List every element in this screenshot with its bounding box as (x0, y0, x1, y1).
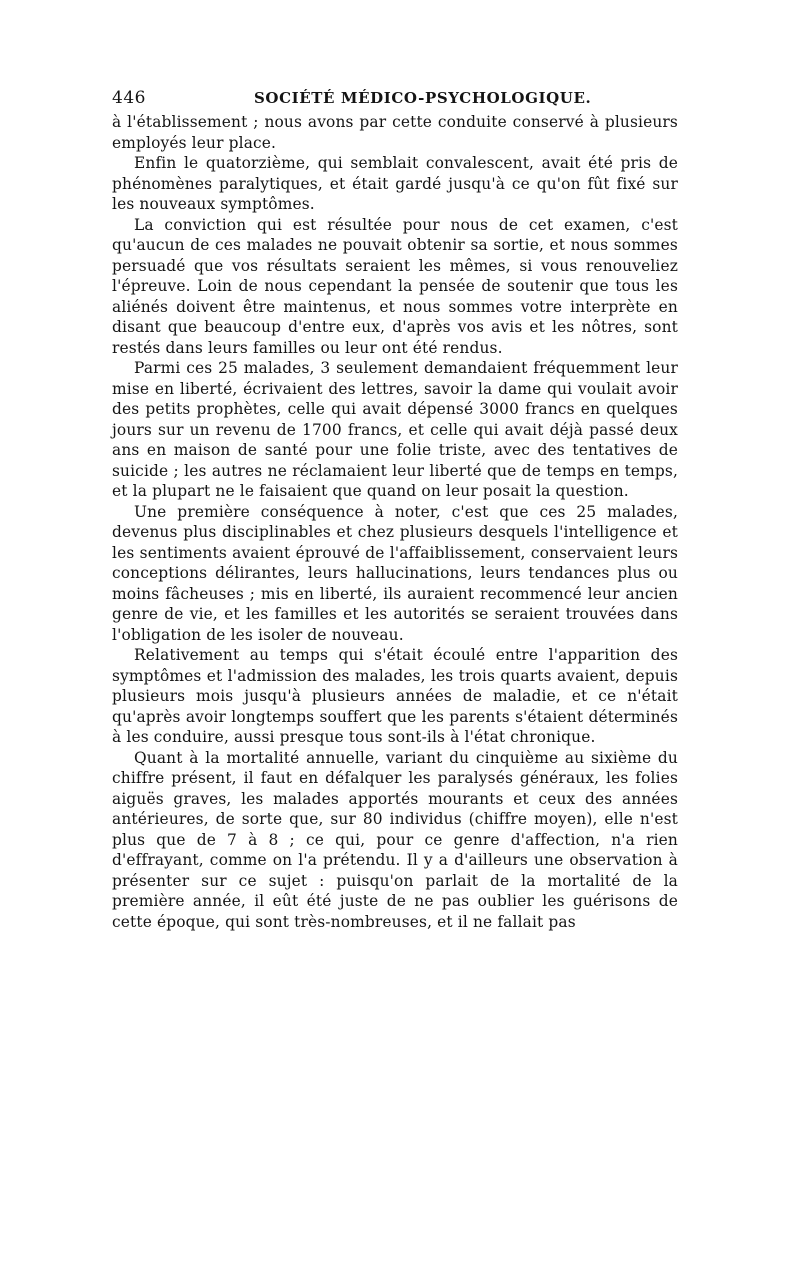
paragraph: La conviction qui est résultée pour nous de cet examen, c'est qu'aucun de ces malades ne pouvait obtenir sa sortie, et nous sommes persuadé que vos résultats seraient les mêmes, si vous renouveliez l'épreuve. Loin de nous cependant la pensée de soutenir que tous les aliénés doivent être maintenus, et nous sommes votre interprète en disant que beaucoup d'entre eux, d'après vos avis et les nôtres, sont restés dans leurs familles ou leur ont été rendus. (112, 215, 678, 357)
body-text (112, 112, 678, 932)
paragraph: Relativement au temps qui s'était écoulé entre l'apparition des symptômes et l'admission des malades, les trois quarts avaient, depuis plusieurs mois jusqu'à plusieurs années de maladie, et ce n'était qu'après avoir longtemps souffert que les parents s'étaient déterminés à les conduire, aussi presque tous sont-ils à l'état chronique. (112, 646, 678, 746)
paragraph-continuation: à l'établissement ; nous avons par cette conduite conservé à plusieurs employés leur place. (112, 113, 678, 152)
paragraph: Enfin le quatorzième, qui semblait convalescent, avait été pris de phénomènes paralytiques, et était gardé jusqu'à ce qu'on fût fixé sur les nouveaux symptômes. (112, 154, 678, 213)
running-header (112, 88, 678, 110)
book-page (112, 88, 678, 932)
page-number: 446 (112, 88, 146, 108)
paragraph: Parmi ces 25 malades, 3 seulement demandaient fréquemment leur mise en liberté, écrivaient des lettres, savoir la dame qui voulait avoir des petits prophètes, celle qui avait dépensé 3000 francs en quelques jours sur un revenu de 1700 francs, et celle qui avait déjà passé deux ans en maison de santé pour une folie triste, avec des tentatives de suicide ; les autres ne réclamaient leur liberté que de temps en temps, et la plupart ne le faisaient que quand on leur posait la question. (112, 359, 678, 500)
paragraph: Une première conséquence à noter, c'est que ces 25 malades, devenus plus disciplinables et chez plusieurs desquels l'intelligence et les sentiments avaient éprouvé de l'affaiblissement, conservaient leurs conceptions délirantes, leurs hallucinations, leurs tendances plus ou moins fâcheuses ; mis en liberté, ils auraient recommencé leur ancien genre de vie, et les familles et les autorités se seraient trouvées dans l'obligation de les isoler de nouveau. (112, 502, 678, 644)
running-title: SOCIÉTÉ MÉDICO-PSYCHOLOGIQUE. (254, 89, 592, 107)
paragraph: Quant à la mortalité annuelle, variant du cinquième au sixième du chiffre présent, il faut en défalquer les paralysés généraux, les folies aiguës graves, les malades apportés mourants et ceux des années antérieures, de sorte que, sur 80 individus (chiffre moyen), elle n'est plus que de 7 à 8 ; ce qui, pour ce genre d'affection, n'a rien d'effrayant, comme on l'a prétendu. Il y a d'ailleurs une observation à présenter sur ce sujet : puisqu'on parlait de la mortalité de la première année, il eût été juste de ne pas oublier les guérisons de cette époque, qui sont très-nombreuses, et il ne fallait pas (112, 748, 678, 931)
